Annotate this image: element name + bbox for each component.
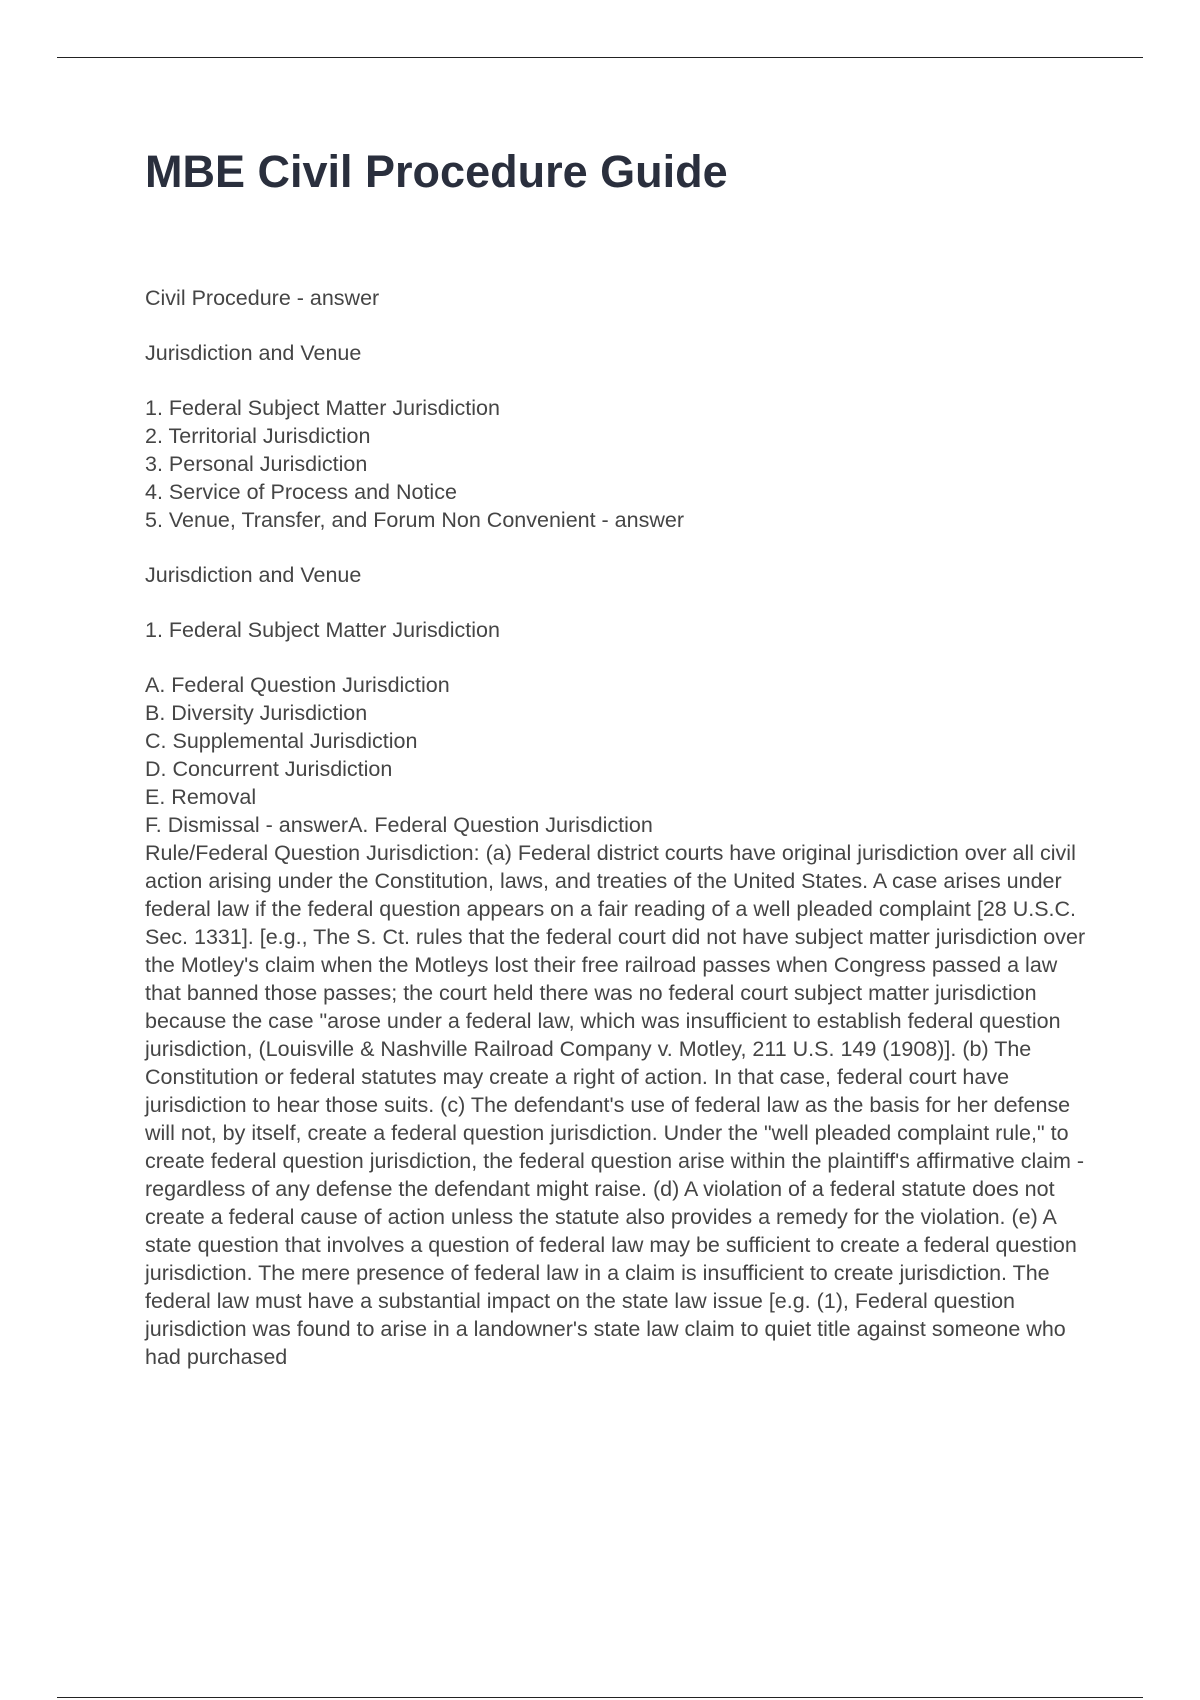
list-item: 1. Federal Subject Matter Jurisdiction xyxy=(145,396,500,420)
list-item: B. Diversity Jurisdiction xyxy=(145,701,368,725)
list-item: 3. Personal Jurisdiction xyxy=(145,452,368,476)
subtopic-list xyxy=(145,671,1090,839)
list-item: E. Removal xyxy=(145,785,257,809)
document-title: MBE Civil Procedure Guide xyxy=(145,146,728,197)
document-content xyxy=(145,140,1090,1371)
body-paragraph: Rule/Federal Question Jurisdiction: (a) Federal district courts have original jurisdiction over all civil action arising under the Constitution, laws, and treaties of the United States. A case arises under federal law if the federal question appears on a fair reading of a well pleaded complaint [28 U.S.C. Sec. 1331]. [e.g., The S. Ct. rules that the federal court did not have subject matter jurisdiction over the Motley's claim when the Motleys lost their free railroad passes when Congress passed a law that banned those passes; the court held there was no federal court subject matter jurisdiction because the case "arose under a federal law, which was insufficient to establish federal question jurisdiction, (Louisville & Nashville Railroad Company v. Motley, 211 U.S. 149 (1908)]. (b) The Constitution or federal statutes may create a right of action. In that case, federal court have jurisdiction to hear those suits. (c) The defendant's use of federal law as the basis for her defense will not, by itself, create a federal question jurisdiction. Under the "well pleaded complaint rule," to create federal question jurisdiction, the federal question arise within the plaintiff's affirmative claim - regardless of any defense the defendant might raise. (d) A violation of a federal statute does not create a federal cause of action unless the statute also provides a remedy for the violation. (e) A state question that involves a question of federal law may be sufficient to create a federal question jurisdiction. The mere presence of federal law in a claim is insufficient to create jurisdiction. The federal law must have a substantial impact on the state law issue [e.g. (1), Federal question jurisdiction was found to arise in a landowner's state law claim to quiet title against someone who had purchased xyxy=(145,841,1086,1369)
list-item: C. Supplemental Jurisdiction xyxy=(145,729,418,753)
topic-list xyxy=(145,394,1090,534)
top-rule xyxy=(57,57,1143,58)
document-body xyxy=(145,284,1090,1371)
list-item: 2. Territorial Jurisdiction xyxy=(145,424,371,448)
intro-line: Civil Procedure - answer xyxy=(145,286,380,310)
list-item: A. Federal Question Jurisdiction xyxy=(145,673,450,697)
section-heading: Jurisdiction and Venue xyxy=(145,341,362,365)
list-item: 4. Service of Process and Notice xyxy=(145,480,457,504)
bottom-rule xyxy=(57,1697,1143,1698)
list-item: 5. Venue, Transfer, and Forum Non Convenient - answer xyxy=(145,508,684,532)
subsection-heading: 1. Federal Subject Matter Jurisdiction xyxy=(145,618,500,642)
list-item: F. Dismissal - answerA. Federal Question Jurisdiction xyxy=(145,813,653,837)
section-heading-repeat: Jurisdiction and Venue xyxy=(145,563,362,587)
list-item: D. Concurrent Jurisdiction xyxy=(145,757,393,781)
